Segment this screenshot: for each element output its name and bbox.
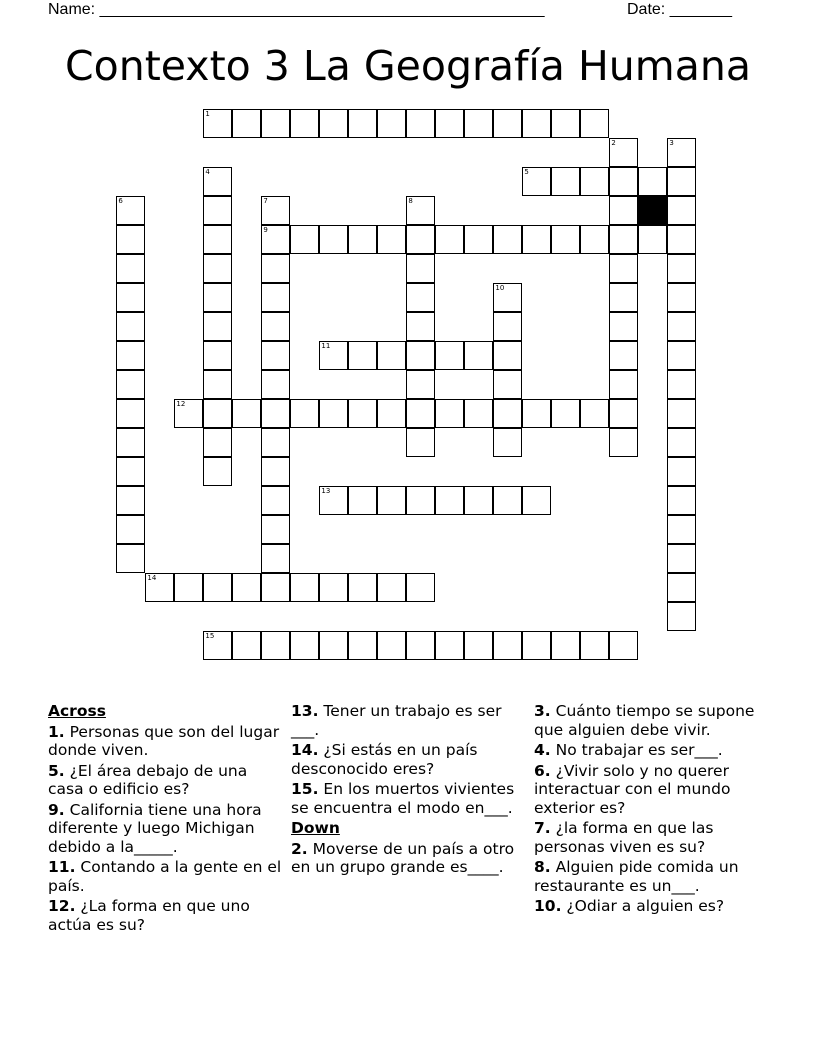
grid-cell[interactable] bbox=[493, 631, 522, 660]
grid-cell[interactable] bbox=[406, 225, 435, 254]
grid-cell[interactable] bbox=[435, 109, 464, 138]
name-field[interactable]: Name: __________________________________________________ bbox=[48, 1, 545, 18]
grid-cell[interactable] bbox=[261, 515, 290, 544]
grid-cell[interactable] bbox=[203, 341, 232, 370]
grid-cell[interactable] bbox=[406, 399, 435, 428]
grid-cell[interactable] bbox=[116, 341, 145, 370]
grid-cell[interactable] bbox=[435, 486, 464, 515]
grid-cell[interactable] bbox=[522, 167, 551, 196]
grid-cell[interactable] bbox=[493, 370, 522, 399]
clue-number: 4. bbox=[534, 741, 551, 759]
grid-cell[interactable] bbox=[261, 544, 290, 573]
grid-cell[interactable] bbox=[261, 457, 290, 486]
cell-number: 13 bbox=[321, 487, 331, 496]
clue-text: Cuánto tiempo se supone que alguien debe vivir. bbox=[534, 702, 755, 739]
grid-cell[interactable] bbox=[290, 631, 319, 660]
grid-cell[interactable] bbox=[261, 283, 290, 312]
clue-text: California tiene una hora diferente y luego Michigan debido a la_____. bbox=[48, 800, 262, 856]
grid-cell[interactable] bbox=[667, 544, 696, 573]
grid-cell[interactable] bbox=[522, 486, 551, 515]
clue-number: 2. bbox=[291, 839, 308, 858]
grid-cell[interactable] bbox=[116, 283, 145, 312]
cell-number: 15 bbox=[205, 632, 215, 641]
grid-cell[interactable] bbox=[377, 399, 406, 428]
grid-cell[interactable] bbox=[493, 283, 522, 312]
across-clue bbox=[291, 780, 527, 817]
grid-cell[interactable] bbox=[290, 573, 319, 602]
grid-cell[interactable] bbox=[493, 428, 522, 457]
grid-cell[interactable] bbox=[667, 573, 696, 602]
down-clue bbox=[534, 819, 770, 856]
down-clue bbox=[534, 702, 770, 739]
across-clue bbox=[48, 858, 284, 895]
clues-column-1 bbox=[48, 702, 284, 936]
clues-column-2 bbox=[291, 702, 527, 879]
across-clue bbox=[48, 762, 284, 799]
grid-cell[interactable] bbox=[348, 225, 377, 254]
clue-text: En los muertos vivientes se encuentra el modo en___. bbox=[291, 780, 515, 817]
grid-cell[interactable] bbox=[377, 341, 406, 370]
grid-cell[interactable] bbox=[116, 544, 145, 573]
grid-cell[interactable] bbox=[261, 573, 290, 602]
grid-cell[interactable] bbox=[667, 602, 696, 631]
grid-cell[interactable] bbox=[667, 196, 696, 225]
grid-cell[interactable] bbox=[580, 631, 609, 660]
grid-cell[interactable] bbox=[377, 225, 406, 254]
grid-cell[interactable] bbox=[377, 631, 406, 660]
clue-number: 9. bbox=[48, 800, 65, 819]
grid-cell[interactable] bbox=[203, 225, 232, 254]
grid-cell[interactable] bbox=[406, 196, 435, 225]
grid-cell[interactable] bbox=[667, 167, 696, 196]
grid-cell[interactable] bbox=[116, 457, 145, 486]
cell-number: 5 bbox=[524, 168, 529, 177]
grid-cell[interactable] bbox=[406, 370, 435, 399]
grid-cell[interactable] bbox=[464, 399, 493, 428]
clue-number: 12. bbox=[48, 897, 76, 915]
grid-cell[interactable] bbox=[319, 341, 348, 370]
grid-cell[interactable] bbox=[203, 428, 232, 457]
cell-number: 8 bbox=[408, 197, 413, 206]
clue-text: Personas que son del lugar donde viven. bbox=[48, 722, 280, 759]
grid-cell[interactable] bbox=[522, 109, 551, 138]
grid-cell[interactable] bbox=[261, 109, 290, 138]
grid-cell[interactable] bbox=[174, 399, 203, 428]
clue-number: 6. bbox=[534, 761, 551, 780]
grid-cell[interactable] bbox=[464, 341, 493, 370]
grid-cell[interactable] bbox=[116, 515, 145, 544]
grid-cell[interactable] bbox=[232, 573, 261, 602]
grid-cell[interactable] bbox=[493, 312, 522, 341]
cell-number: 1 bbox=[205, 110, 210, 119]
cell-number: 10 bbox=[495, 284, 505, 293]
across-clue bbox=[48, 897, 284, 934]
grid-cell[interactable] bbox=[348, 486, 377, 515]
down-clue bbox=[534, 897, 770, 916]
across-heading: Across bbox=[48, 702, 106, 720]
grid-cell[interactable] bbox=[551, 631, 580, 660]
down-heading: Down bbox=[291, 819, 340, 837]
grid-cell[interactable] bbox=[609, 370, 638, 399]
grid-cell[interactable] bbox=[116, 428, 145, 457]
page-title: Contexto 3 La Geografía Humana bbox=[65, 42, 751, 90]
grid-cell[interactable] bbox=[667, 399, 696, 428]
grid-cell[interactable] bbox=[435, 341, 464, 370]
grid-cell[interactable] bbox=[435, 399, 464, 428]
grid-cell[interactable] bbox=[203, 196, 232, 225]
grid-cell[interactable] bbox=[609, 225, 638, 254]
down-clue bbox=[534, 858, 770, 895]
grid-cell[interactable] bbox=[261, 225, 290, 254]
grid-cell[interactable] bbox=[348, 109, 377, 138]
grid-cell[interactable] bbox=[493, 341, 522, 370]
grid-cell[interactable] bbox=[377, 109, 406, 138]
grid-cell[interactable] bbox=[203, 573, 232, 602]
grid-cell[interactable] bbox=[116, 312, 145, 341]
clue-number: 8. bbox=[534, 858, 551, 876]
grid-cell[interactable] bbox=[522, 225, 551, 254]
grid-cell[interactable] bbox=[319, 573, 348, 602]
grid-cell[interactable] bbox=[406, 109, 435, 138]
date-field[interactable]: Date: _______ bbox=[627, 1, 732, 18]
grid-cell[interactable] bbox=[319, 109, 348, 138]
clue-number: 15. bbox=[291, 780, 319, 798]
grid-cell[interactable] bbox=[406, 486, 435, 515]
cell-number: 7 bbox=[263, 197, 268, 206]
grid-cell[interactable] bbox=[232, 399, 261, 428]
grid-cell[interactable] bbox=[522, 631, 551, 660]
clue-number: 7. bbox=[534, 819, 551, 837]
grid-cell[interactable] bbox=[116, 196, 145, 225]
across-clue bbox=[291, 702, 527, 739]
grid-cell[interactable] bbox=[464, 486, 493, 515]
cell-number: 11 bbox=[321, 342, 331, 351]
clue-text: No trabajar es ser___. bbox=[555, 741, 723, 759]
clue-text: ¿Si estás en un país desconocido eres? bbox=[291, 741, 478, 778]
down-clue bbox=[534, 741, 770, 760]
grid-cell[interactable] bbox=[261, 312, 290, 341]
grid-cell[interactable] bbox=[638, 167, 667, 196]
clue-number: 10. bbox=[534, 897, 562, 915]
grid-cell[interactable] bbox=[319, 631, 348, 660]
grid-cell[interactable] bbox=[290, 225, 319, 254]
clue-text: ¿la forma en que las personas viven es su? bbox=[534, 819, 714, 856]
clue-text: Moverse de un país a otro en un grupo grande es____. bbox=[291, 839, 515, 876]
grid-cell[interactable] bbox=[667, 515, 696, 544]
grid-cell[interactable] bbox=[116, 399, 145, 428]
grid-cell[interactable] bbox=[203, 283, 232, 312]
grid-cell[interactable] bbox=[580, 399, 609, 428]
grid-cell[interactable] bbox=[464, 225, 493, 254]
grid-cell[interactable] bbox=[609, 138, 638, 167]
grid-cell[interactable] bbox=[609, 196, 638, 225]
grid-cell[interactable] bbox=[609, 399, 638, 428]
grid-cell[interactable] bbox=[261, 254, 290, 283]
grid-cell[interactable] bbox=[319, 399, 348, 428]
grid-block bbox=[638, 196, 667, 225]
across-clue bbox=[48, 723, 284, 760]
grid-cell[interactable] bbox=[667, 283, 696, 312]
grid-cell[interactable] bbox=[203, 370, 232, 399]
clue-text: ¿El área debajo de una casa o edificio es? bbox=[48, 761, 248, 798]
clue-number: 14. bbox=[291, 741, 319, 759]
grid-cell[interactable] bbox=[667, 225, 696, 254]
grid-cell[interactable] bbox=[319, 225, 348, 254]
grid-cell[interactable] bbox=[667, 486, 696, 515]
clue-text: ¿Odiar a alguien es? bbox=[566, 897, 725, 915]
clue-text: Tener un trabajo es ser ___. bbox=[291, 702, 502, 739]
grid-cell[interactable] bbox=[348, 631, 377, 660]
grid-cell[interactable] bbox=[609, 631, 638, 660]
grid-cell[interactable] bbox=[667, 138, 696, 167]
grid-cell[interactable] bbox=[667, 254, 696, 283]
grid-cell[interactable] bbox=[348, 341, 377, 370]
grid-cell[interactable] bbox=[609, 283, 638, 312]
grid-cell[interactable] bbox=[522, 399, 551, 428]
grid-cell[interactable] bbox=[406, 283, 435, 312]
grid-cell[interactable] bbox=[232, 109, 261, 138]
grid-cell[interactable] bbox=[261, 631, 290, 660]
grid-cell[interactable] bbox=[667, 428, 696, 457]
grid-cell[interactable] bbox=[406, 312, 435, 341]
cell-number: 14 bbox=[147, 574, 157, 583]
grid-cell[interactable] bbox=[406, 573, 435, 602]
grid-cell[interactable] bbox=[609, 428, 638, 457]
grid-cell[interactable] bbox=[667, 341, 696, 370]
grid-cell[interactable] bbox=[232, 631, 261, 660]
grid-cell[interactable] bbox=[435, 225, 464, 254]
grid-cell[interactable] bbox=[348, 573, 377, 602]
grid-cell[interactable] bbox=[261, 486, 290, 515]
grid-cell[interactable] bbox=[261, 399, 290, 428]
grid-cell[interactable] bbox=[203, 399, 232, 428]
grid-cell[interactable] bbox=[493, 399, 522, 428]
cell-number: 4 bbox=[205, 168, 210, 177]
grid-cell[interactable] bbox=[406, 631, 435, 660]
grid-cell[interactable] bbox=[174, 573, 203, 602]
grid-cell[interactable] bbox=[609, 254, 638, 283]
grid-cell[interactable] bbox=[406, 254, 435, 283]
grid-cell[interactable] bbox=[203, 457, 232, 486]
grid-cell[interactable] bbox=[203, 631, 232, 660]
grid-cell[interactable] bbox=[667, 457, 696, 486]
clue-number: 13. bbox=[291, 702, 319, 720]
cell-number: 3 bbox=[669, 139, 674, 148]
cell-number: 6 bbox=[118, 197, 123, 206]
grid-cell[interactable] bbox=[609, 341, 638, 370]
grid-cell[interactable] bbox=[261, 370, 290, 399]
grid-cell[interactable] bbox=[290, 109, 319, 138]
across-clue bbox=[291, 741, 527, 778]
cell-number: 12 bbox=[176, 400, 186, 409]
grid-cell[interactable] bbox=[406, 341, 435, 370]
grid-cell[interactable] bbox=[464, 109, 493, 138]
clue-number: 11. bbox=[48, 858, 76, 876]
grid-cell[interactable] bbox=[377, 573, 406, 602]
clue-number: 5. bbox=[48, 761, 65, 780]
grid-cell[interactable] bbox=[406, 428, 435, 457]
grid-cell[interactable] bbox=[551, 225, 580, 254]
grid-cell[interactable] bbox=[116, 225, 145, 254]
clue-text: ¿La forma en que uno actúa es su? bbox=[48, 897, 250, 934]
grid-cell[interactable] bbox=[493, 109, 522, 138]
clues-column-3 bbox=[534, 702, 770, 918]
grid-cell[interactable] bbox=[493, 225, 522, 254]
grid-cell[interactable] bbox=[290, 399, 319, 428]
grid-cell[interactable] bbox=[580, 167, 609, 196]
grid-cell[interactable] bbox=[609, 312, 638, 341]
grid-cell[interactable] bbox=[609, 167, 638, 196]
grid-cell[interactable] bbox=[116, 254, 145, 283]
grid-cell[interactable] bbox=[377, 486, 406, 515]
grid-cell[interactable] bbox=[203, 167, 232, 196]
grid-cell[interactable] bbox=[667, 370, 696, 399]
grid-cell[interactable] bbox=[203, 254, 232, 283]
grid-cell[interactable] bbox=[348, 399, 377, 428]
clue-text: ¿Vivir solo y no querer interactuar con el mundo exterior es? bbox=[534, 761, 731, 817]
clue-text: Contando a la gente en el país. bbox=[48, 858, 282, 895]
grid-cell[interactable] bbox=[261, 428, 290, 457]
grid-cell[interactable] bbox=[580, 109, 609, 138]
grid-cell[interactable] bbox=[464, 631, 493, 660]
grid-cell[interactable] bbox=[203, 312, 232, 341]
grid-cell[interactable] bbox=[116, 370, 145, 399]
clue-number: 1. bbox=[48, 722, 65, 741]
cell-number: 9 bbox=[263, 226, 268, 235]
down-clue bbox=[291, 840, 527, 877]
clue-text: Alguien pide comida un restaurante es un___. bbox=[534, 858, 739, 895]
down-clue bbox=[534, 762, 770, 818]
grid-cell[interactable] bbox=[319, 486, 348, 515]
cell-number: 2 bbox=[611, 139, 616, 148]
grid-cell[interactable] bbox=[638, 225, 667, 254]
grid-cell[interactable] bbox=[551, 109, 580, 138]
grid-cell[interactable] bbox=[551, 167, 580, 196]
grid-cell[interactable] bbox=[203, 109, 232, 138]
grid-cell[interactable] bbox=[667, 312, 696, 341]
grid-cell[interactable] bbox=[261, 196, 290, 225]
grid-cell[interactable] bbox=[493, 486, 522, 515]
across-clue bbox=[48, 801, 284, 857]
grid-cell[interactable] bbox=[261, 341, 290, 370]
grid-cell[interactable] bbox=[580, 225, 609, 254]
grid-cell[interactable] bbox=[116, 486, 145, 515]
grid-cell[interactable] bbox=[551, 399, 580, 428]
grid-cell[interactable] bbox=[435, 631, 464, 660]
clue-number: 3. bbox=[534, 702, 551, 720]
grid-cell[interactable] bbox=[145, 573, 174, 602]
